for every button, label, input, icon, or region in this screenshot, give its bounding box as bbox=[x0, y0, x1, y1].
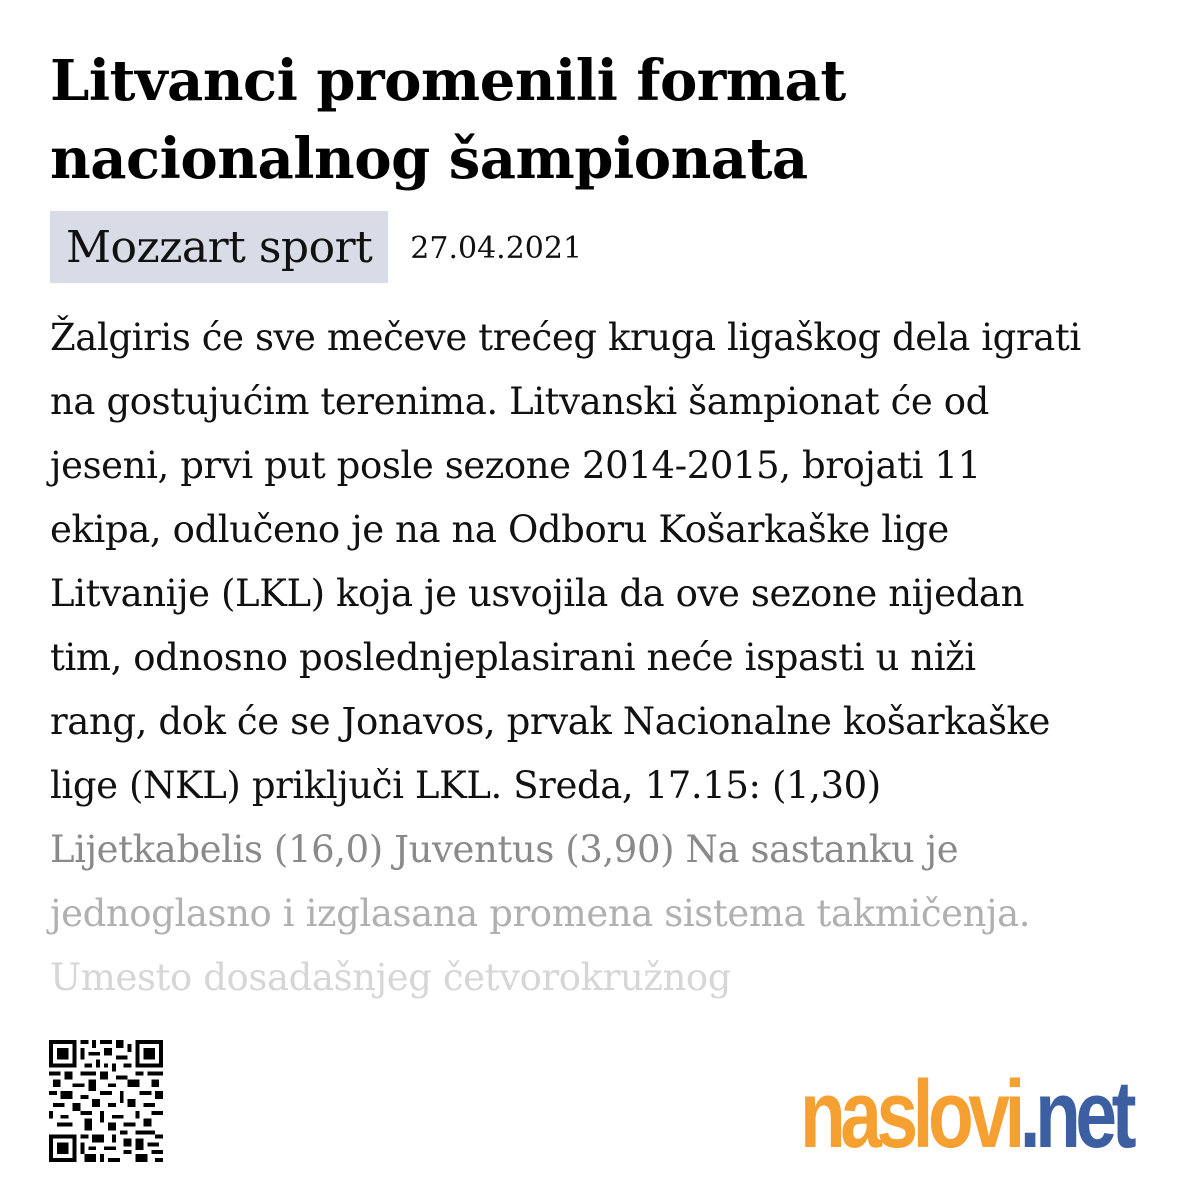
logo-text-net: .net bbox=[1019, 1061, 1132, 1168]
qr-code-icon[interactable] bbox=[48, 1040, 164, 1162]
body-line: lige (NKL) priključi LKL. Sreda, 17.15: (1,30) bbox=[50, 764, 881, 807]
body-line: rang, dok će se Jonavos, prvak Nacionalne košarkaške bbox=[50, 700, 1051, 743]
article-meta bbox=[50, 211, 582, 283]
source-badge[interactable]: Mozzart sport bbox=[50, 211, 388, 283]
body-line: tim, odnosno poslednjeplasirani neće ispasti u niži bbox=[50, 636, 976, 679]
publish-date: 27.04.2021 bbox=[410, 231, 583, 266]
body-line-faded: Lijetkabelis (16,0) Juventus (3,90) Na sastanku je bbox=[50, 828, 959, 871]
article-title bbox=[50, 42, 1160, 198]
body-line: Žalgiris će sve mečeve trećeg kruga ligaškog dela igrati bbox=[50, 316, 1081, 359]
naslovi-logo[interactable] bbox=[800, 1060, 1131, 1170]
body-line: jeseni, prvi put posle sezone 2014-2015, brojati 11 bbox=[50, 444, 981, 487]
logo-text-naslovi: naslovi bbox=[800, 1061, 1020, 1168]
title-line-1: Litvanci promenili format bbox=[50, 48, 846, 114]
body-line-faded: Umesto dosadašnjeg četvorokružnog bbox=[50, 956, 732, 999]
body-line-faded: jednoglasno i izglasana promena sistema takmičenja. bbox=[50, 892, 1031, 935]
article-body bbox=[50, 306, 1160, 1010]
title-line-2: nacionalnog šampionata bbox=[50, 126, 808, 192]
body-line: ekipa, odlučeno je na na Odboru Košarkaške lige bbox=[50, 508, 949, 551]
body-line: Litvanije (LKL) koja je usvojila da ove sezone nijedan bbox=[50, 572, 1025, 615]
body-line: na gostujućim terenima. Litvanski šampionat će od bbox=[50, 380, 989, 423]
